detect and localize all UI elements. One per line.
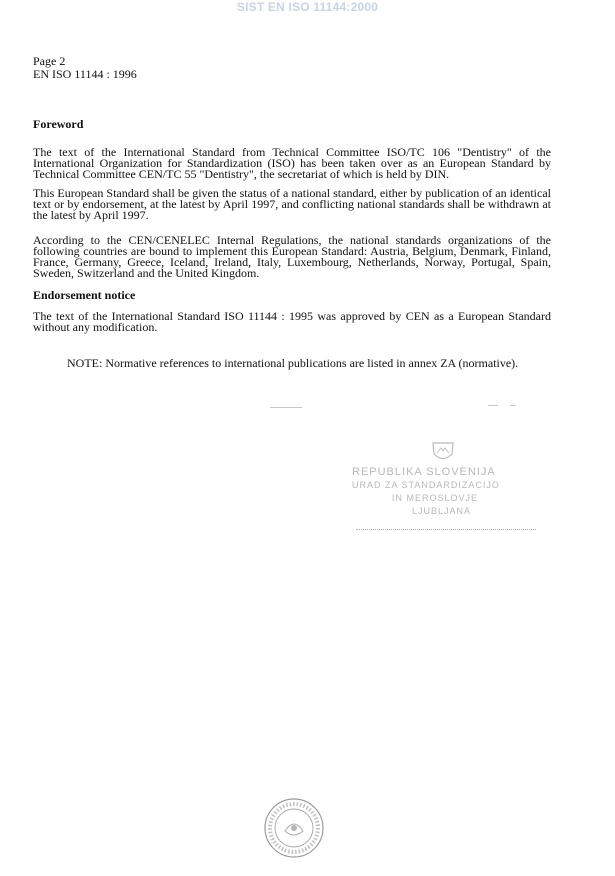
document-watermark: SIST EN ISO 11144:2000 xyxy=(236,0,379,14)
scan-mark xyxy=(270,407,302,408)
official-stamp xyxy=(352,440,542,550)
stamp-line-4: LJUBLJANA xyxy=(412,506,472,516)
foreword-paragraph-1: The text of the International Standard from Technical Committee ISO/TC 106 "Dentistry" of the International Organization for Standardization (ISO) has been taken over as an European Standard by Technical Committee CEN/TC 55 "Dentistry", the secretariat of which is held by DIN. xyxy=(33,145,551,181)
scan-mark xyxy=(488,405,498,406)
stamp-line-3: IN MEROSLOVJE xyxy=(392,493,479,503)
endorsement-text: The text of the International Standard ISO 11144 : 1995 was approved by CEN as a European Standard without any modification. xyxy=(33,309,551,334)
circular-seal-icon xyxy=(263,797,325,859)
foreword-heading: Foreword xyxy=(33,117,84,131)
foreword-paragraph-2: This European Standard shall be given the status of a national standard, either by publication of an identical text or by endorsement, at the latest by April 1997, and conflicting national standards shall be withdrawn at the latest by April 1997. xyxy=(33,186,551,222)
normative-references-note: NOTE: Normative references to international publications are listed in annex ZA (normative). xyxy=(67,356,519,370)
endorsement-heading: Endorsement notice xyxy=(33,288,136,302)
standard-reference: EN ISO 11144 : 1996 xyxy=(33,67,137,81)
page-header xyxy=(33,55,137,81)
foreword-paragraph-3: According to the CEN/CENELEC Internal Regulations, the national standards organizations of the following countries are bound to implement this European Standard: Austria, Belgium, Denmark, Finland, France, Germany, Greece, Iceland, Ireland, Italy, Luxembourg, Netherlands, Norway, Portugal, Spain, Sweden, Switzerland and the United Kingdom. xyxy=(33,233,551,280)
coat-of-arms-icon xyxy=(430,440,456,464)
page-number: Page 2 xyxy=(33,54,66,68)
stamp-signature-line xyxy=(356,529,536,530)
stamp-line-1: REPUBLIKA SLOVENIJA xyxy=(352,466,496,478)
scan-mark xyxy=(510,405,516,406)
stamp-line-2: URAD ZA STANDARDIZACIJO xyxy=(352,480,500,490)
